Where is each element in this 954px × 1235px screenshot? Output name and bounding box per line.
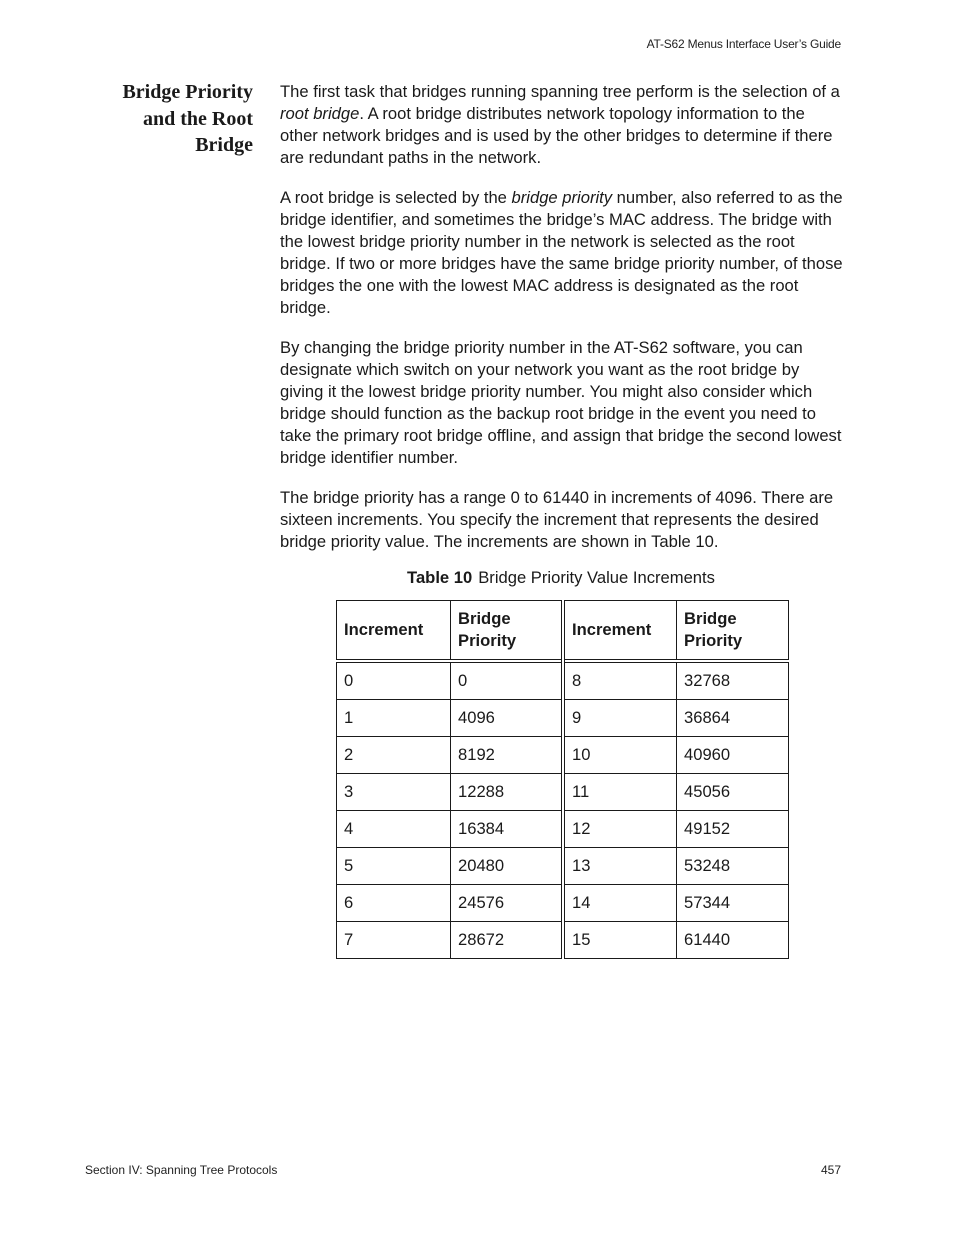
paragraph-1 — [280, 81, 845, 169]
header-text: Bridge — [684, 609, 737, 628]
table-cell: 3 — [337, 774, 451, 811]
table-cell: 5 — [337, 848, 451, 885]
text: The first task that bridges running spanning tree perform is the selection of a — [280, 82, 840, 101]
column-header-bridge-priority — [677, 601, 789, 662]
table-cell: 2 — [337, 737, 451, 774]
page-number: 457 — [820, 1163, 841, 1177]
table-cell: 53248 — [677, 848, 789, 885]
table-row — [337, 811, 789, 848]
table-cell: 12288 — [451, 774, 564, 811]
table-row — [337, 661, 789, 700]
paragraph-4: The bridge priority has a range 0 to 61440 in increments of 4096. There are sixteen increments. You specify the increment that represents the desired bridge priority value. The increments are shown in Table 10. — [280, 488, 834, 551]
table-cell: 8 — [563, 661, 677, 700]
table-row — [337, 885, 789, 922]
table-cell: 36864 — [677, 700, 789, 737]
table-row — [337, 737, 789, 774]
table-row — [337, 922, 789, 959]
paragraph-3: By changing the bridge priority number in the AT-S62 software, you can designate which switch on your network you want as the root bridge by giving it the lowest bridge priority number. You might also consider which bridge should function as the backup root bridge in the event you need to take the primary root bridge offline, and assign that bridge the second lowest bridge identifier number. — [280, 338, 842, 467]
table-cell: 16384 — [451, 811, 564, 848]
table-cell: 61440 — [677, 922, 789, 959]
table-row — [337, 848, 789, 885]
table-cell: 9 — [563, 700, 677, 737]
bridge-priority-table — [336, 600, 789, 959]
table-cell: 13 — [563, 848, 677, 885]
column-header-bridge-priority — [451, 601, 564, 662]
section-heading-line: Bridge — [195, 134, 253, 156]
section-heading-line: and the Root — [142, 107, 253, 130]
table-row — [337, 700, 789, 737]
term-root-bridge: root bridge — [280, 104, 360, 123]
table-cell: 8192 — [451, 737, 564, 774]
table-cell: 1 — [337, 700, 451, 737]
table-cell: 4096 — [451, 700, 564, 737]
table-cell: 49152 — [677, 811, 789, 848]
text: A root bridge is selected by the — [280, 188, 512, 207]
paragraph-2 — [280, 187, 845, 319]
header-text: Bridge — [458, 609, 511, 628]
running-header: AT-S62 Menus Interface User’s Guide — [646, 37, 841, 51]
section-heading-line: Bridge Priority — [122, 81, 253, 103]
table-caption — [336, 568, 786, 588]
table-header-row — [337, 601, 789, 662]
table-cell: 24576 — [451, 885, 564, 922]
table-cell: 4 — [337, 811, 451, 848]
table-cell: 32768 — [677, 661, 789, 700]
header-text: Priority — [684, 631, 743, 650]
table-caption-title: Bridge Priority Value Increments — [478, 568, 715, 587]
section-heading — [80, 79, 253, 159]
header-text: Priority — [458, 631, 517, 650]
table-cell: 10 — [563, 737, 677, 774]
header-text: Increment — [344, 620, 424, 639]
table-cell: 0 — [451, 661, 564, 700]
text: . A root bridge distributes network topology information to the other network bridges and is used by the other bridges to determine if there are redundant paths in the network. — [280, 104, 833, 167]
text: number, also referred to as the bridge identifier, and sometimes the bridge’s MAC address. The bridge with the lowest bridge priority number in the network is selected as the root bridge. If two or more bridges have the same bridge priority number, of those bridges the one with the lowest MAC address is designated as the root bridge. — [280, 188, 843, 317]
term-bridge-priority: bridge priority — [511, 188, 613, 207]
column-header-increment — [563, 601, 677, 662]
table-cell: 20480 — [451, 848, 564, 885]
table-cell: 57344 — [677, 885, 789, 922]
table-cell: 11 — [563, 774, 677, 811]
body-text — [280, 81, 845, 571]
table-cell: 12 — [563, 811, 677, 848]
table-caption-label: Table 10 — [407, 568, 473, 587]
table-cell: 28672 — [451, 922, 564, 959]
header-text: Increment — [572, 620, 652, 639]
table-cell: 15 — [563, 922, 677, 959]
table-cell: 45056 — [677, 774, 789, 811]
table-cell: 6 — [337, 885, 451, 922]
table-cell: 7 — [337, 922, 451, 959]
column-header-increment — [337, 601, 451, 662]
table-cell: 14 — [563, 885, 677, 922]
table-cell: 0 — [337, 661, 451, 700]
footer-section: Section IV: Spanning Tree Protocols — [85, 1163, 278, 1177]
table-row — [337, 774, 789, 811]
table-cell: 40960 — [677, 737, 789, 774]
